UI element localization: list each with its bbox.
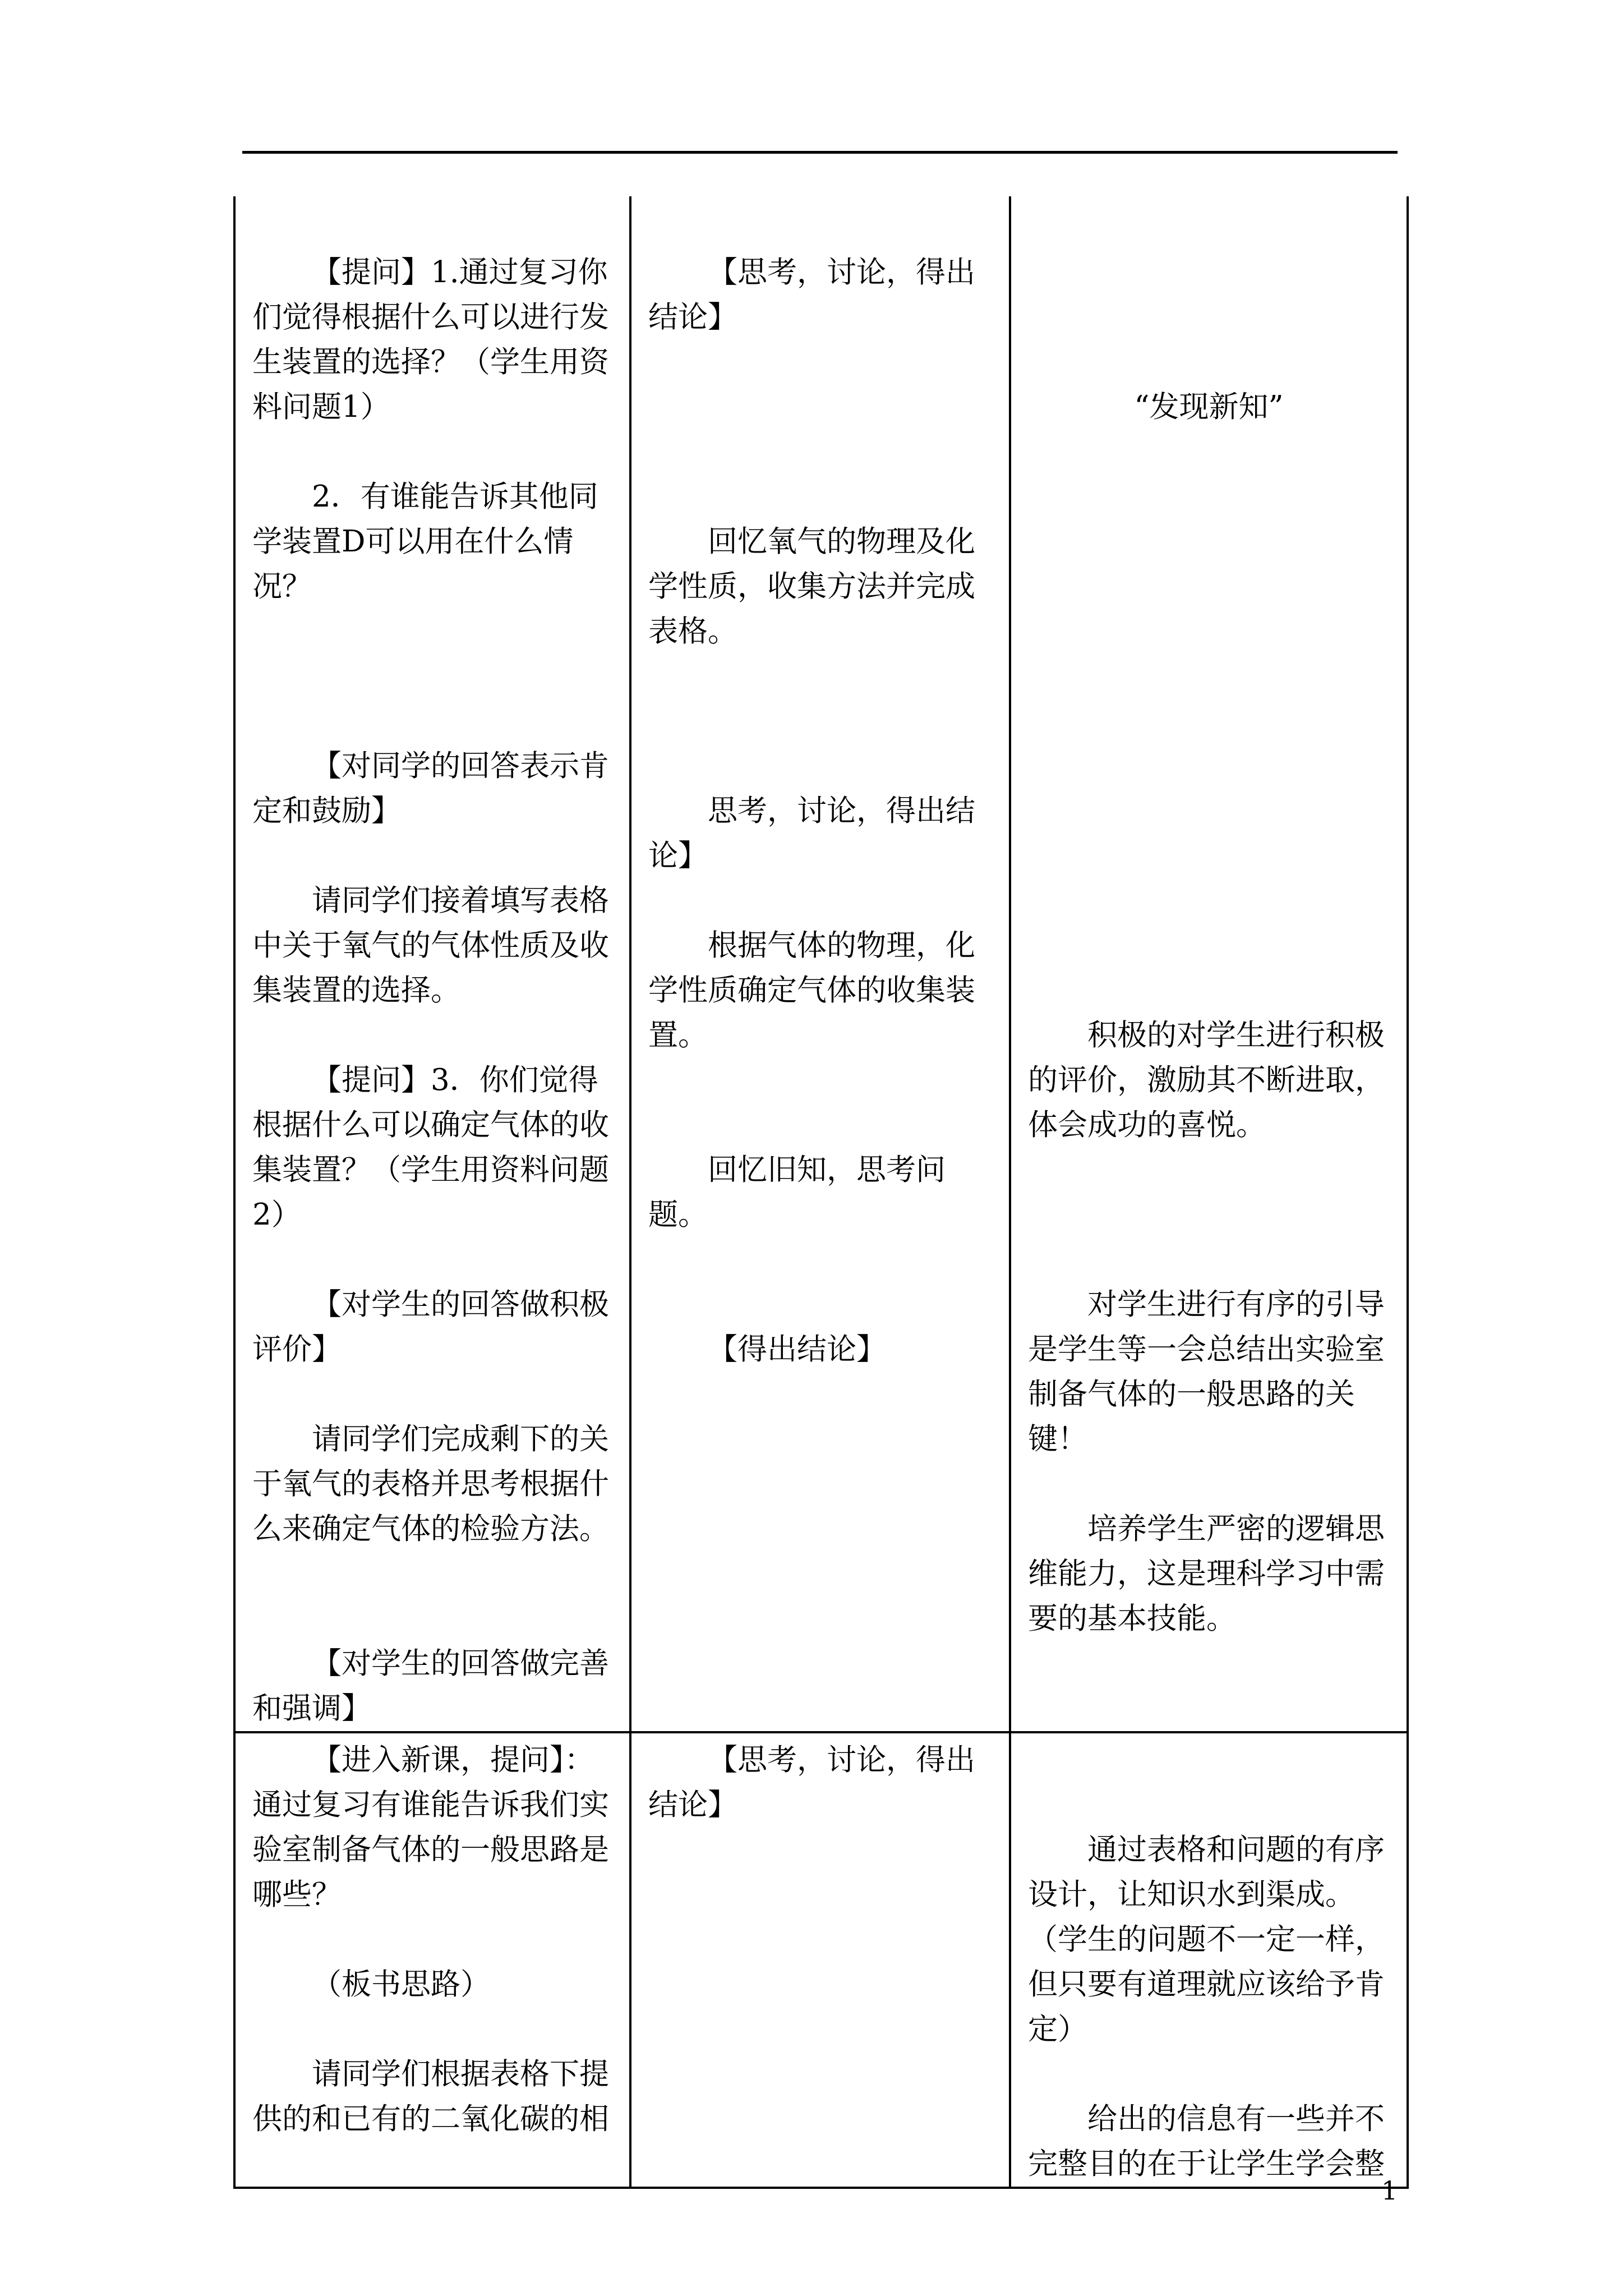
paragraph: 【提问】3．你们觉得根据什么可以确定气体的收集装置？（学生用资料问题2） [252, 1063, 609, 1232]
teacher-activity-cell [234, 196, 630, 1732]
paragraph: 2．有谁能告诉其他同学装置D可以用在什么情况？ [252, 480, 598, 604]
paragraph: 【提问】1.通过复习你们觉得根据什么可以进行发生装置的选择？（学生用资料问题1） [252, 255, 609, 424]
paragraph: 根据气体的物理，化学性质确定气体的收集装置。 [648, 928, 975, 1052]
paragraph: 回忆氧气的物理及化学性质，收集方法并完成表格。 [648, 524, 975, 648]
paragraph: 【对同学的回答表示肯定和鼓励】 [252, 749, 609, 828]
paragraph: 【对学生的回答做完善和强调】 [252, 1646, 609, 1726]
paragraph: 培养学生严密的逻辑思维能力，这是理科学习中需要的基本技能。 [1028, 1512, 1385, 1636]
paragraph: 请同学们接着填写表格中关于氧气的气体性质及收集装置的选择。 [252, 884, 609, 1007]
design-intent-cell [1010, 196, 1408, 1732]
paragraph: 通过表格和问题的有序设计，让知识水到渠成。（学生的问题不一定一样，但只要有道理就应该给予肯定） [1028, 1833, 1385, 2046]
paragraph: 请同学们完成剩下的关于氧气的表格并思考根据什么来确定气体的检验方法。 [252, 1422, 609, 1546]
lesson-table-wrapper [233, 196, 1407, 2189]
student-activity-cell [630, 196, 1010, 1732]
paragraph: （板书思路） [312, 1967, 490, 2001]
student-activity-cell [630, 1732, 1010, 2188]
design-intent-cell [1010, 1732, 1408, 2188]
paragraph: 【思考，讨论，得出结论】 [648, 1743, 975, 1822]
header-rule [242, 151, 1398, 154]
paragraph: 【思考，讨论，得出结论】 [648, 255, 975, 334]
table-row [234, 196, 1408, 1732]
table-row [234, 1732, 1408, 2188]
paragraph: 对学生进行有序的引导是学生等一会总结出实验室制备气体的一般思路的关键！ [1028, 1287, 1385, 1456]
page-number: 1 [1381, 2175, 1398, 2206]
paragraph: “发现新知” [1134, 390, 1284, 424]
lesson-table [233, 196, 1409, 2189]
paragraph: 【进入新课，提问】：通过复习有谁能告诉我们实验室制备气体的一般思路是哪些？ [252, 1743, 609, 1912]
paragraph: 【得出结论】 [708, 1332, 886, 1366]
paragraph: 回忆旧知，思考问题。 [648, 1153, 946, 1232]
paragraph: 积极的对学生进行积极的评价，激励其不断进取，体会成功的喜悦。 [1028, 1018, 1385, 1142]
paragraph: 【对学生的回答做积极评价】 [252, 1287, 609, 1366]
paragraph: 给出的信息有一些并不完整目的在于让学生学会整 [1028, 2102, 1385, 2181]
paragraph: 请同学们根据表格下提供的和已有的二氧化碳的相 [252, 2057, 609, 2136]
teacher-activity-cell [234, 1732, 630, 2188]
paragraph: 思考，讨论，得出结论】 [648, 794, 975, 873]
